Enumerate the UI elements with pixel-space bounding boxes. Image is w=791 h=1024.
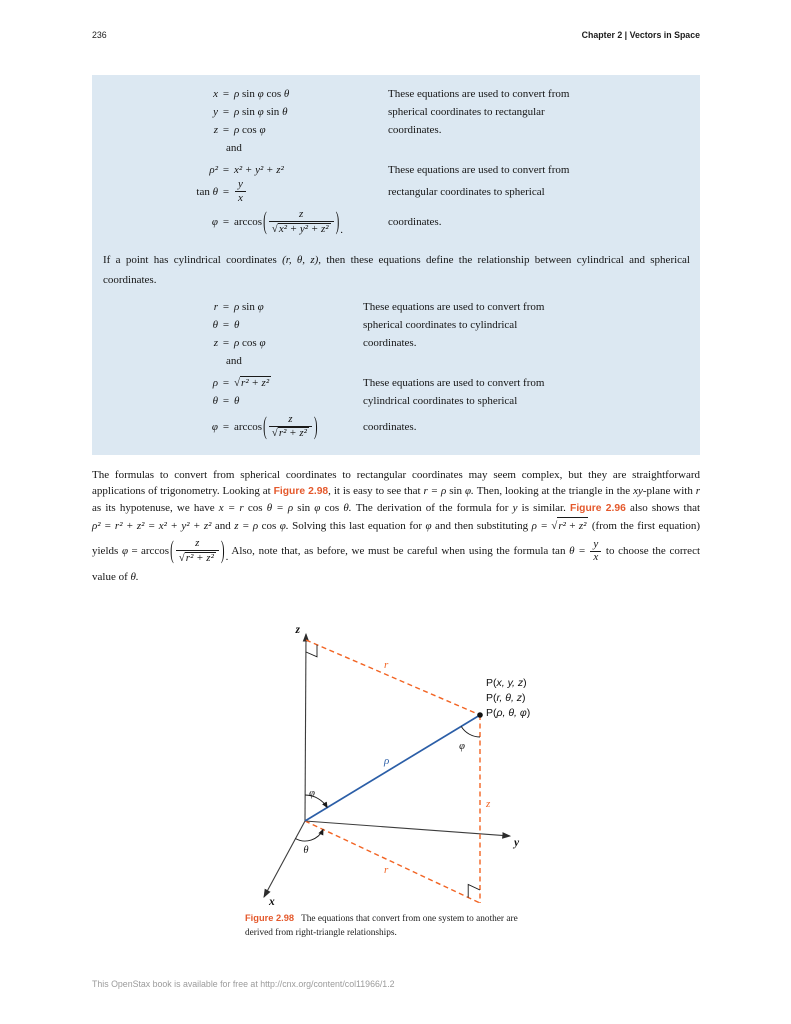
x-axis	[264, 821, 305, 897]
math-expression: φ	[211, 216, 218, 229]
equation-lhs	[92, 164, 218, 176]
page-number: 236	[92, 30, 107, 40]
math-expression: θ	[234, 318, 240, 331]
math-expression: r = ρ sin φ.	[423, 485, 474, 497]
equation-lhs	[92, 186, 218, 198]
connector-and: and	[226, 354, 242, 367]
connector-and: and	[226, 142, 242, 154]
equation-row	[92, 316, 700, 334]
x-axis-label: x	[269, 896, 275, 908]
equation-note: coordinates.	[363, 336, 417, 349]
math-expression: x² + y² + z²	[234, 164, 284, 176]
equation-summary-box	[92, 75, 700, 455]
r-upper-segment	[306, 640, 480, 715]
phi-point-label: φ	[459, 741, 465, 752]
equation-lhs	[92, 106, 218, 118]
rho-label: ρ	[384, 755, 390, 767]
y-axis	[305, 821, 510, 836]
equation-lhs	[92, 377, 218, 389]
figure-2-98	[228, 618, 568, 940]
equation-rhs	[234, 319, 239, 331]
math-expression: φ	[211, 420, 218, 433]
equation-lhs	[92, 216, 218, 228]
math-expression: ρ²	[209, 164, 218, 176]
equation-row	[92, 374, 700, 392]
equation-rhs	[234, 179, 247, 205]
big-paren: (	[263, 412, 267, 441]
equation-note: coordinates.	[363, 420, 417, 433]
equation-rhs	[234, 205, 343, 240]
figure-diagram	[228, 618, 568, 910]
equation-group	[92, 85, 700, 157]
equation-note: spherical coordinates to rectangular	[388, 106, 545, 118]
z-axis-label: z	[295, 624, 300, 636]
math-expression: z	[288, 412, 293, 425]
equation-note: These equations are used to convert from	[388, 164, 570, 176]
equation-group	[92, 374, 700, 445]
equation-rhs	[234, 124, 266, 136]
fraction	[269, 209, 334, 236]
equation-row	[92, 85, 700, 103]
math-expression: y	[213, 106, 218, 118]
figure-caption-text: The equations that convert from one system to another are derived from right-triangle relationships.	[245, 914, 518, 938]
equation-group	[92, 298, 700, 370]
r-lower-segment	[305, 821, 480, 903]
equation-note: rectangular coordinates to spherical	[388, 185, 545, 198]
equation-rhs	[234, 376, 271, 389]
equals-sign: =	[222, 88, 230, 100]
equation-rhs	[234, 164, 284, 176]
equation-lhs	[92, 421, 218, 433]
equation-row	[92, 410, 700, 445]
equation-note: These equations are used to convert from	[363, 376, 545, 389]
math-expression: x² + y² + z²	[278, 222, 329, 235]
fraction	[235, 179, 246, 205]
math-expression: φ	[425, 520, 432, 532]
point-label-rectangular: P(x, y, z)	[486, 677, 527, 689]
equation-rhs	[234, 301, 264, 313]
math-expression: ρ sin φ	[234, 300, 264, 313]
z-axis	[305, 634, 306, 821]
math-expression: ρ sin φ cos θ	[234, 88, 290, 100]
math-expression: ρ² = r² + z² = x² + y² + z²	[92, 520, 212, 532]
equation-group	[92, 161, 700, 240]
point-p	[477, 712, 483, 718]
big-paren: (	[263, 208, 267, 237]
equation-note: These equations are used to convert from	[363, 300, 545, 313]
equation-note: These equations are used to convert from	[388, 88, 570, 100]
equation-lhs	[92, 301, 218, 313]
equation-rhs	[234, 337, 266, 349]
equation-row	[92, 298, 700, 316]
math-expression: y	[512, 502, 518, 514]
equation-note: coordinates.	[388, 124, 442, 136]
math-expression: r² + z²	[278, 427, 307, 440]
math-expression: φ = arccos	[121, 545, 170, 558]
equation-note: cylindrical coordinates to spherical	[363, 394, 518, 407]
equals-sign: =	[222, 336, 230, 349]
square-root: √x² + y² + z²	[271, 222, 329, 235]
equals-sign: =	[222, 164, 230, 176]
square-root: √r² + z²	[178, 551, 214, 564]
r-upper-label: r	[384, 659, 389, 671]
equation-row	[92, 161, 700, 179]
math-expression: r	[213, 300, 218, 313]
equation-lhs	[92, 337, 218, 349]
y-axis-label: y	[514, 837, 520, 849]
r-lower-label: r	[384, 864, 389, 876]
equation-box-text: If a point has cylindrical coordinates (r, θ, z), then these equations define the relationship between cylindrical and spherical coordinates.	[103, 253, 690, 286]
equation-rhs	[234, 410, 319, 445]
math-expression: tan θ	[196, 185, 218, 198]
arccos-expression: φ = arccos ( $\frac{z}{\text{√r² + z²}}$ ) .	[122, 538, 228, 565]
big-paren: )	[220, 537, 225, 566]
equation-row	[92, 179, 700, 205]
math-expression: θ	[212, 318, 218, 331]
math-expression: r² + z²	[558, 520, 587, 532]
equation-lhs	[92, 124, 218, 136]
equation-row	[92, 334, 700, 352]
figure-reference-link[interactable]: Figure 2.96	[570, 503, 626, 514]
equals-sign: =	[222, 318, 230, 331]
equation-row	[92, 392, 700, 410]
math-expression: θ.	[130, 570, 139, 583]
equals-sign: =	[222, 216, 230, 229]
math-expression: x	[213, 88, 218, 100]
fraction	[590, 539, 601, 565]
theta-label: θ	[303, 845, 309, 856]
big-paren: )	[335, 208, 340, 237]
equals-sign: =	[222, 185, 230, 198]
equation-row	[92, 205, 700, 240]
footer-note: This OpenStax book is available for free at http://cnx.org/content/col11966/1.2	[92, 979, 395, 989]
math-expression: z	[213, 124, 218, 136]
math-expression: ρ sin φ sin θ	[234, 106, 288, 118]
equation-rhs	[234, 106, 287, 118]
z-segment-label: z	[486, 798, 491, 810]
figure-caption	[245, 912, 537, 940]
math-expression: z	[213, 336, 218, 349]
equation-note: spherical coordinates to cylindrical	[363, 318, 518, 331]
math-expression: ρ	[212, 376, 218, 389]
equation-lhs	[92, 88, 218, 100]
phi-arc-point	[461, 726, 480, 737]
equation-rhs	[234, 88, 289, 100]
math-expression: x	[238, 191, 243, 204]
equals-sign: =	[222, 124, 230, 136]
equals-sign: =	[222, 106, 230, 118]
big-paren: (	[170, 537, 174, 566]
arccos-expression: arccos ( $\frac{z}{\text{√x² + y² + z²}}$ ) .	[234, 207, 344, 237]
figure-reference-link[interactable]: Figure 2.98	[273, 486, 329, 497]
point-label-spherical: P(ρ, θ, φ)	[486, 707, 531, 719]
math-expression: z = ρ cos φ.	[234, 520, 289, 532]
equation-lhs	[92, 319, 218, 331]
square-root: √r² + z²	[551, 517, 588, 534]
math-expression: r² + z²	[185, 551, 214, 564]
math-expression: ρ cos φ	[234, 124, 266, 136]
math-expression: θ	[212, 394, 218, 407]
equals-sign: =	[222, 376, 230, 389]
point-label-cylindrical: P(r, θ, z)	[486, 692, 526, 704]
equation-rhs	[234, 395, 239, 407]
equation-row	[92, 103, 700, 121]
square-root: √r² + z²	[234, 377, 270, 389]
big-paren: )	[313, 412, 318, 441]
math-expression: z	[299, 207, 304, 220]
arccos-expression	[234, 414, 319, 441]
equation-row	[92, 121, 700, 139]
square-root: √r² + z²	[271, 427, 307, 440]
equation-lhs	[92, 395, 218, 407]
equals-sign: =	[222, 394, 230, 407]
body-paragraph: The formulas to convert from spherical coordinates to rectangular coordinates may seem complex, but they are straightforward applications of trigonometry. Looking at Figure 2.98, it is easy to see that r = ρ sin φ. Then, looking at the triangle in the xy-plane with r as its hypotenuse, we have x = r cos θ = ρ sin φ cos θ. The derivation of the formula for y is similar. Figure 2.96 also shows that ρ² = r² + z² = x² + y² + z² and z = ρ cos φ. Solving this last equation for φ and then substituting ρ = √r² + z² (from the first equation) yields φ = arccos ( $\frac{z}{\text{√r² + z²}}$ ) . Also, note that, as before, we must be careful when using the formula tan θ = $\frac{y}{x}$ to choose the correct value of θ.	[92, 469, 701, 583]
right-angle-marker-top	[306, 645, 317, 657]
math-expression: arccos	[234, 420, 263, 433]
math-expression: r² + z²	[241, 377, 270, 389]
math-expression: y	[593, 537, 599, 550]
math-expression: z	[195, 537, 200, 549]
equation-note: coordinates.	[388, 216, 442, 229]
math-expression: r	[695, 485, 701, 497]
math-expression: y	[238, 178, 243, 190]
math-expression: arccos	[234, 216, 263, 229]
rho-segment	[305, 715, 480, 821]
math-expression: x	[593, 551, 599, 564]
math-expression: (r, θ, z),	[282, 253, 322, 266]
figure-label: Figure 2.98	[245, 913, 295, 923]
phi-origin-label: φ	[309, 788, 315, 799]
running-head	[92, 30, 700, 40]
math-expression: x = r cos θ = ρ sin φ cos θ.	[218, 502, 352, 514]
math-expression: ρ cos φ	[234, 336, 266, 349]
math-expression: θ	[234, 394, 240, 407]
math-expression: ρ =	[531, 520, 552, 532]
fraction	[176, 538, 219, 565]
equals-sign: =	[222, 300, 230, 313]
fraction	[269, 414, 312, 441]
chapter-title: Chapter 2 | Vectors in Space	[581, 30, 700, 40]
right-angle-marker-bottom	[468, 885, 480, 898]
equals-sign: =	[222, 420, 230, 433]
math-expression: tan θ =	[552, 544, 590, 557]
